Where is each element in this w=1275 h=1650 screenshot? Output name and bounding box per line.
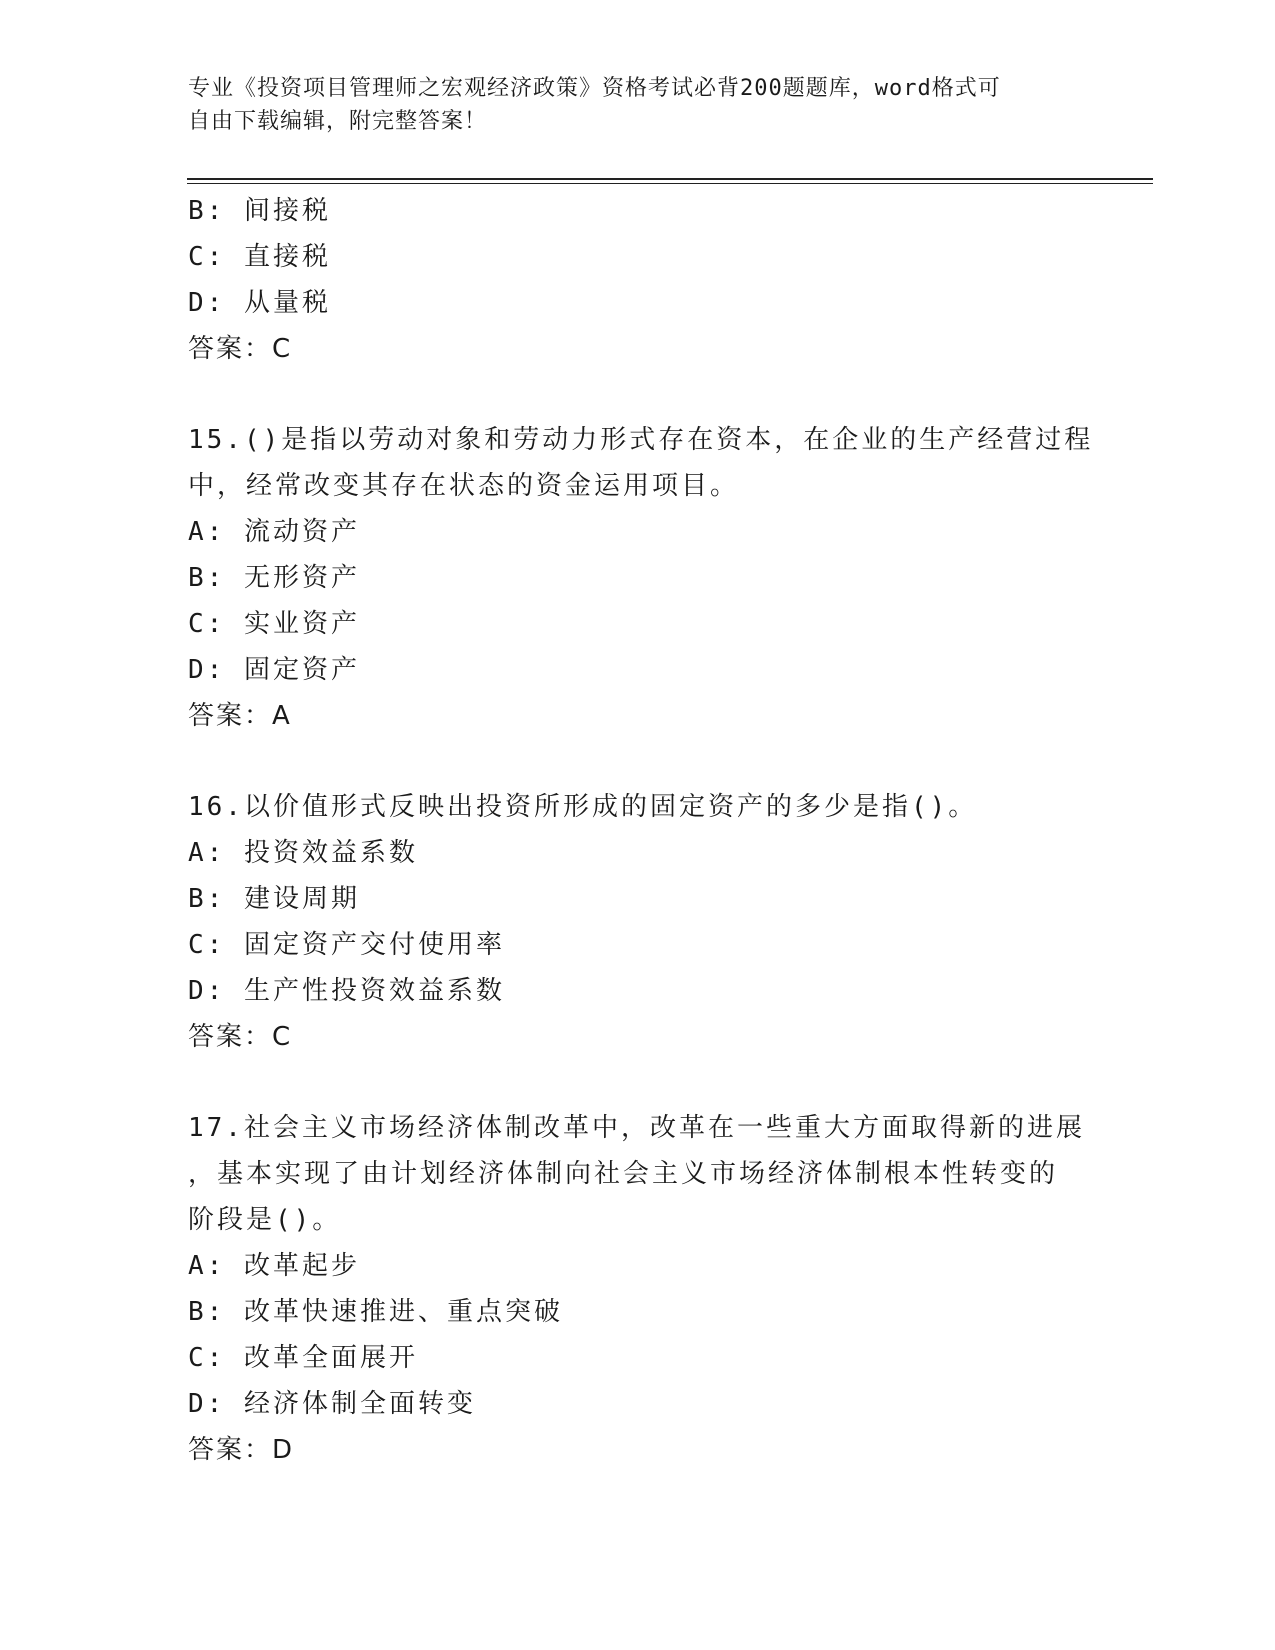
option-a: A: 投资效益系数 (188, 838, 418, 868)
answer: 答案：C (188, 334, 293, 364)
question-text-line: ，基本实现了由计划经济体制向社会主义市场经济体制根本性转变的 (188, 1159, 1059, 1189)
option-c: C: 直接税 (188, 242, 331, 272)
header-rule-thin (187, 183, 1153, 184)
option-c: C: 固定资产交付使用率 (188, 930, 505, 960)
option-b: B: 改革快速推进、重点突破 (188, 1297, 563, 1327)
question-14-remainder (188, 188, 1088, 372)
option-b: B: 建设周期 (188, 884, 360, 914)
question-16 (188, 784, 1088, 1060)
option-a: A: 流动资产 (188, 517, 360, 547)
option-b: B: 间接税 (188, 196, 331, 226)
option-d: D: 经济体制全面转变 (188, 1389, 476, 1419)
question-17 (188, 1105, 1088, 1473)
header-rule (187, 178, 1153, 180)
answer: 答案：A (188, 701, 292, 731)
option-c: C: 实业资产 (188, 609, 360, 639)
option-c: C: 改革全面展开 (188, 1343, 418, 1373)
option-d: D: 固定资产 (188, 655, 360, 685)
question-text-line: 阶段是()。 (188, 1205, 342, 1235)
question-text-line: 17.社会主义市场经济体制改革中，改革在一些重大方面取得新的进展 (188, 1113, 1085, 1143)
answer: 答案：D (188, 1435, 295, 1465)
option-d: D: 从量税 (188, 288, 331, 318)
question-list (188, 188, 1094, 1473)
option-b: B: 无形资产 (188, 563, 360, 593)
document-header (188, 72, 1088, 138)
question-text-line: 中，经常改变其存在状态的资金运用项目。 (188, 471, 740, 501)
header-line-2: 自由下载编辑，附完整答案！ (188, 109, 488, 134)
answer: 答案：C (188, 1022, 293, 1052)
question-15 (188, 417, 1094, 739)
header-line-1: 专业《投资项目管理师之宏观经济政策》资格考试必背200题题库，word格式可 (188, 76, 1001, 101)
option-a: A: 改革起步 (188, 1251, 360, 1281)
option-d: D: 生产性投资效益系数 (188, 976, 505, 1006)
question-text-line: 16.以价值形式反映出投资所形成的固定资产的多少是指()。 (188, 792, 978, 822)
question-text-line: 15.()是指以劳动对象和劳动力形式存在资本，在企业的生产经营过程 (188, 425, 1094, 455)
